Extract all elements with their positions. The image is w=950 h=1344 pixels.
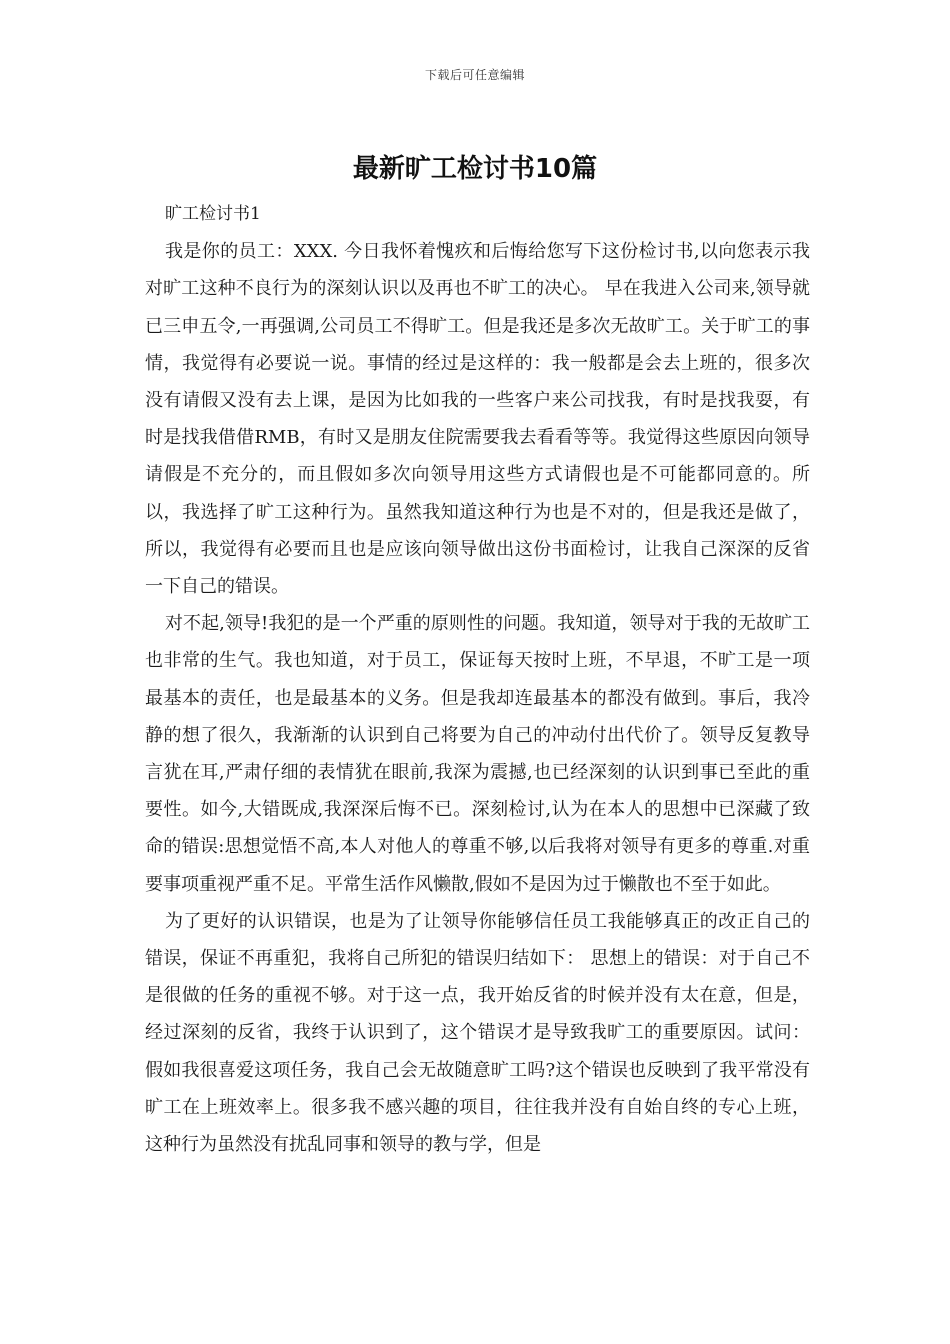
document-title: 最新旷工检讨书10篇 bbox=[352, 154, 598, 184]
section-heading: 旷工检讨书1 bbox=[165, 204, 261, 224]
paragraph-3: 为了更好的认识错误，也是为了让领导你能够信任员工我能够真正的改正自己的错误，保证不再重犯，我将自己所犯的错误归结如下： 思想上的错误：对于自己不是很做的任务的重视不够。对于这一点，我开始反省的时候并没有太在意，但是，经过深刻的反省，我终于认识到了，这个错误才是导致我旷工的重要原因。试问：假如我很喜爱这项任务，我自己会无故随意旷工吗?这个错误也反映到了我平常没有旷工在上班效率上。很多我不感兴趣的项目，往往我并没有自始自终的专心上班，这种行为虽然没有扰乱同事和领导的教与学，但是 bbox=[145, 910, 810, 1156]
header-note: 下载后可任意编辑 bbox=[424, 68, 525, 82]
paragraph-1: 我是你的员工：XXX. 今日我怀着愧疚和后悔给您写下这份检讨书,以向您表示我对旷工这种不良行为的深刻认识以及再也不旷工的决心。 早在我进入公司来,领导就已三申五令,一再强调,公司员工不得旷工。但是我还是多次无故旷工。关于旷工的事情，我觉得有必要说一说。事情的经过是这样的：我一般都是会去上班的，很多次没有请假又没有去上课，是因为比如我的一些客户来公司找我，有时是找我耍，有时是找我借借RMB，有时又是朋友住院需要我去看看等等。我觉得这些原因向领导请假是不充分的，而且假如多次向领导用这些方式请假也是不可能都同意的。所以，我选择了旷工这种行为。虽然我知道这种行为也是不对的，但是我还是做了，所以，我觉得有必要而且也是应该向领导做出这份书面检讨，让我自己深深的反省一下自己的错误。 bbox=[145, 241, 810, 598]
document-body bbox=[145, 196, 810, 1163]
paragraph-2: 对不起,领导!我犯的是一个严重的原则性的问题。我知道，领导对于我的无故旷工也非常的生气。我也知道，对于员工，保证每天按时上班，不早退，不旷工是一项最基本的责任，也是最基本的义务。但是我却连最基本的都没有做到。事后，我冷静的想了很久，我渐渐的认识到自己将要为自己的冲动付出代价了。领导反复教导言犹在耳,严肃仔细的表情犹在眼前,我深为震撼,也已经深刻的认识到事已至此的重要性。如今,大错既成,我深深后悔不已。深刻检讨,认为在本人的思想中已深藏了致命的错误:思想觉悟不高,本人对他人的尊重不够,以后我将对领导有更多的尊重.对重要事项重视严重不足。平常生活作风懒散,假如不是因为过于懒散也不至于如此。 bbox=[145, 613, 810, 895]
